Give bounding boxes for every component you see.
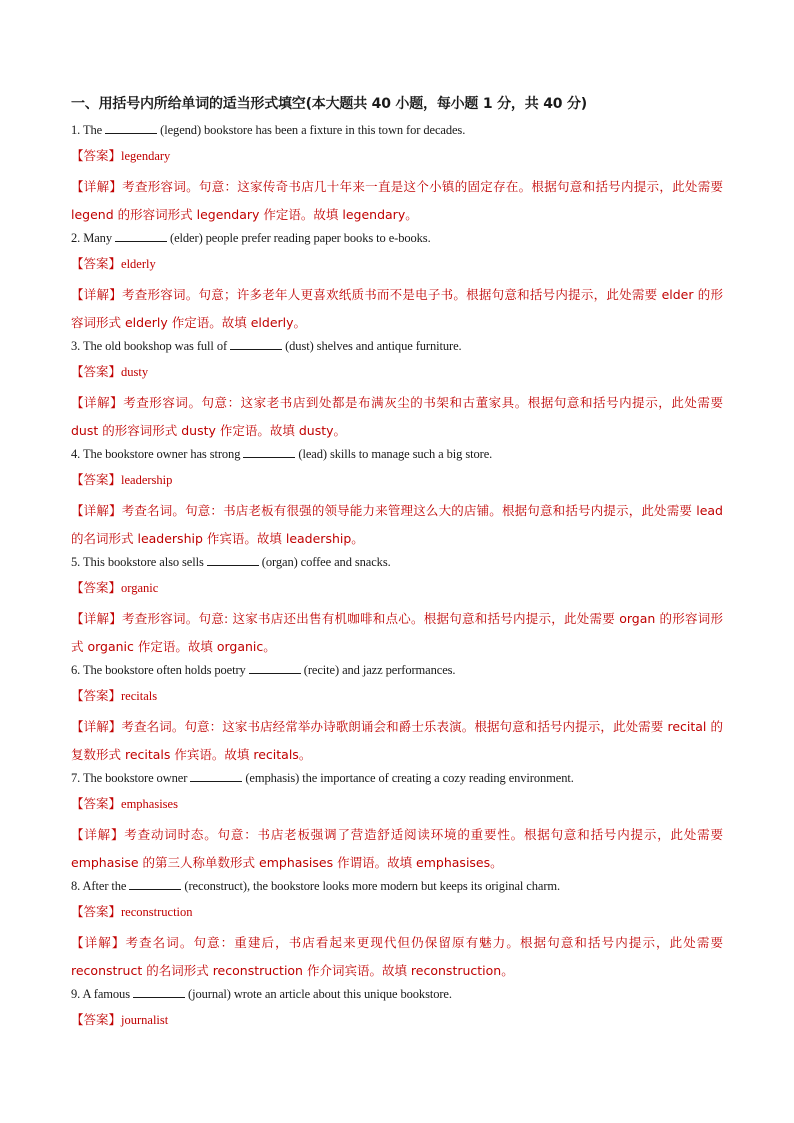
answer-text: journalist [121, 1013, 169, 1027]
detail-text: 考查形容词。句意；许多老年人更喜欢纸质书而不是电子书。根据句意和括号内提示，此处需要 elder 的形容词形式 elderly 作定语。故填 elderly。 [71, 287, 723, 330]
answer-label: 【答案】 [71, 148, 122, 163]
detail-label: 【详解】 [71, 611, 123, 626]
detail-2 [71, 281, 723, 337]
answer-text: emphasises [121, 797, 178, 811]
answer-blank [105, 121, 157, 134]
question-text: (journal) wrote an article about this unique bookstore. [185, 987, 452, 1001]
detail-label: 【详解】 [71, 827, 125, 842]
answer-text: elderly [121, 257, 156, 271]
answer-blank [115, 229, 167, 242]
answer-label: 【答案】 [71, 1012, 122, 1027]
answer-5 [71, 579, 723, 605]
detail-8 [71, 929, 723, 985]
answer-blank [230, 337, 282, 350]
answer-label: 【答案】 [71, 688, 122, 703]
answer-blank [190, 769, 242, 782]
answer-label: 【答案】 [71, 796, 122, 811]
detail-label: 【详解】 [71, 395, 124, 410]
detail-text: 考查形容词。句意: 这家书店还出售有机咖啡和点心。根据句意和括号内提示，此处需要 organ 的形容词形式 organic 作定语。故填 organic。 [71, 611, 723, 654]
question-text: (organ) coffee and snacks. [258, 555, 391, 569]
answer-8 [71, 903, 723, 929]
detail-label: 【详解】 [71, 935, 126, 950]
answer-text: recitals [121, 689, 158, 703]
question-text: (elder) people prefer reading paper books to e-books. [167, 231, 431, 245]
detail-4 [71, 497, 723, 553]
detail-text: 考查形容词。句意：这家传奇书店几十年来一直是这个小镇的固定存在。根据句意和括号内提示，此处需要 legend 的形容词形式 legendary 作定语。故填 legendary。 [71, 179, 723, 222]
answer-label: 【答案】 [71, 580, 122, 595]
question-text: 3. The old bookshop was full of [71, 339, 231, 353]
detail-text: 考查名词。句意：书店老板有很强的领导能力来管理这么大的店铺。根据句意和括号内提示，此处需要 lead 的名词形式 leadership 作宾语。故填 leadership。 [71, 503, 723, 546]
question-text: (dust) shelves and antique furniture. [282, 339, 462, 353]
answer-label: 【答案】 [71, 904, 122, 919]
question-text: 8. After the [71, 879, 130, 893]
question-text: (legend) bookstore has been a fixture in this town for decades. [157, 123, 466, 137]
answer-blank [243, 445, 295, 458]
detail-text: 考查名词。句意：重建后，书店看起来更现代但仍保留原有魅力。根据句意和括号内提示，此处需要 reconstruct 的名词形式 reconstruction 作介词宾语。故填 reconstruction。 [71, 935, 723, 978]
detail-label: 【详解】 [71, 179, 123, 194]
detail-6 [71, 713, 723, 769]
question-text: (reconstruct), the bookstore looks more modern but keeps its original charm. [181, 879, 561, 893]
answer-blank [207, 553, 259, 566]
answer-7 [71, 795, 723, 821]
question-9 [71, 985, 723, 1011]
question-6 [71, 661, 723, 687]
answer-3 [71, 363, 723, 389]
detail-text: 考查名词。句意：这家书店经常举办诗歌朗诵会和爵士乐表演。根据句意和括号内提示，此处需要 recital 的复数形式 recitals 作宾语。故填 recitals。 [71, 719, 723, 762]
answer-text: organic [121, 581, 159, 595]
detail-label: 【详解】 [71, 503, 122, 518]
answer-label: 【答案】 [71, 256, 122, 271]
worksheet-page [71, 94, 723, 1037]
answer-9 [71, 1011, 723, 1037]
answer-label: 【答案】 [71, 472, 122, 487]
detail-text: 考查形容词。句意：这家老书店到处都是布满灰尘的书架和古董家具。根据句意和括号内提示，此处需要 dust 的形容词形式 dusty 作定语。故填 dusty。 [71, 395, 723, 438]
detail-text: 考查动词时态。句意：书店老板强调了营造舒适阅读环境的重要性。根据句意和括号内提示，此处需要 emphasise 的第三人称单数形式 emphasises 作谓语。故填 emphasises。 [71, 827, 723, 870]
question-1 [71, 121, 723, 147]
question-text: 2. Many [71, 231, 115, 245]
question-4 [71, 445, 723, 471]
question-text: 9. A famous [71, 987, 133, 1001]
question-text: (lead) skills to manage such a big store. [295, 447, 493, 461]
question-text: 6. The bookstore often holds poetry [71, 663, 249, 677]
question-8 [71, 877, 723, 903]
question-text: (recite) and jazz performances. [300, 663, 456, 677]
question-text: (emphasis) the importance of creating a cozy reading environment. [242, 771, 574, 785]
question-2 [71, 229, 723, 255]
detail-3 [71, 389, 723, 445]
answer-1 [71, 147, 723, 173]
section-title: 一、用括号内所给单词的适当形式填空(本大题共 40 小题，每小题 1 分，共 40 分) [71, 96, 587, 112]
detail-label: 【详解】 [71, 287, 122, 302]
question-text: 1. The [71, 123, 106, 137]
detail-1 [71, 173, 723, 229]
answer-blank [129, 877, 181, 890]
answer-text: legendary [121, 149, 171, 163]
question-3 [71, 337, 723, 363]
answer-6 [71, 687, 723, 713]
detail-5 [71, 605, 723, 661]
answer-label: 【答案】 [71, 364, 122, 379]
answer-blank [133, 985, 185, 998]
answer-text: dusty [121, 365, 149, 379]
question-7 [71, 769, 723, 795]
answer-4 [71, 471, 723, 497]
question-text: 7. The bookstore owner [71, 771, 191, 785]
answer-blank [249, 661, 301, 674]
answer-text: leadership [121, 473, 173, 487]
detail-7 [71, 821, 723, 877]
question-text: 4. The bookstore owner has strong [71, 447, 244, 461]
answer-text: reconstruction [121, 905, 193, 919]
question-5 [71, 553, 723, 579]
answer-2 [71, 255, 723, 281]
detail-label: 【详解】 [71, 719, 122, 734]
question-text: 5. This bookstore also sells [71, 555, 207, 569]
